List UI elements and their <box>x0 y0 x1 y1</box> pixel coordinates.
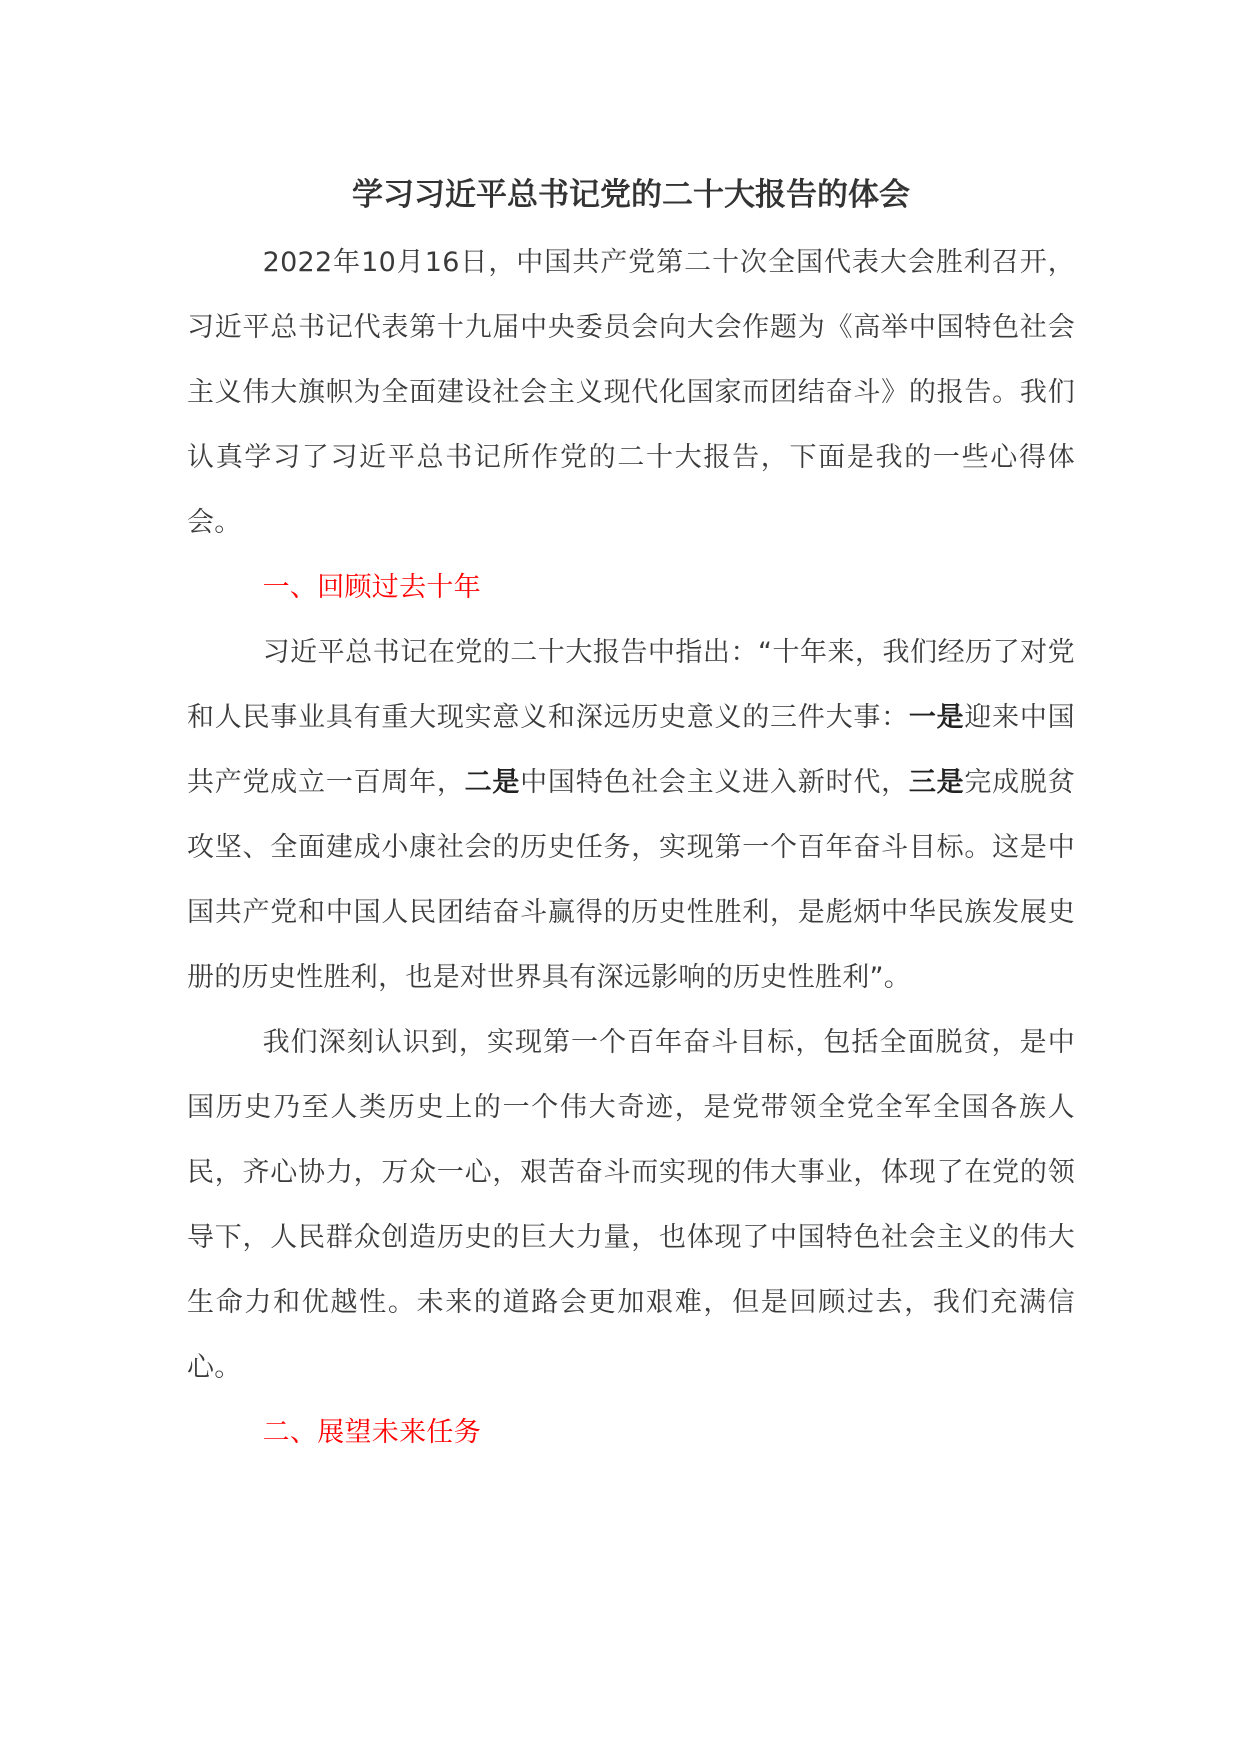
document-title: 学习习近平总书记党的二十大报告的体会 <box>352 177 910 213</box>
section-1-paragraph-2: 我们深刻认识到，实现第一个百年奋斗目标，包括全面脱贫，是中国历史乃至人类历史上的一个伟大奇迹，是党带领全党全军全国各族人民，齐心协力，万众一心，艰苦奋斗而实现的伟大事业，体现了在党的领导下，人民群众创造历史的巨大力量，也体现了中国特色社会主义的伟大生命力和优越性。未来的道路会更加艰难，但是回顾过去，我们充满信心。 <box>187 1027 1075 1383</box>
section-heading-2: 二、展望未来任务 <box>262 1417 481 1448</box>
paragraph-text: 迎来中国共产党成立一百周年， <box>187 702 1075 798</box>
paragraph-text: 中国特色社会主义进入新时代， <box>520 767 909 798</box>
section-heading-1: 一、回顾过去十年 <box>262 572 481 603</box>
intro-paragraph: 2022年10月16日，中国共产党第二十次全国代表大会胜利召开，习近平总书记代表第十九届中央委员会向大会作题为《高举中国特色社会主义伟大旗帜为全面建设社会主义现代化国家而团结奋斗》的报告。我们认真学习了习近平总书记所作党的二十大报告，下面是我的一些心得体会。 <box>187 247 1075 538</box>
paragraph-text: 习近平总书记在党的二十大报告中指出：“十年来，我们经历了对党和人民事业具有重大现实意义和深远历史意义的三件大事： <box>187 637 1075 733</box>
paragraph-text: 完成脱贫攻坚、全面建成小康社会的历史任务，实现第一个百年奋斗目标。这是中国共产党和中国人民团结奋斗赢得的历史性胜利，是彪炳中华民族发展史册的历史性胜利，也是对世界具有深远影响的历史性胜利”。 <box>187 767 1075 993</box>
document-page <box>187 160 1075 1465</box>
section-1-paragraph-1 <box>187 620 1075 1010</box>
bold-label-1: 一是 <box>908 702 965 733</box>
bold-label-2: 二是 <box>464 767 521 798</box>
bold-label-3: 三是 <box>908 767 965 798</box>
